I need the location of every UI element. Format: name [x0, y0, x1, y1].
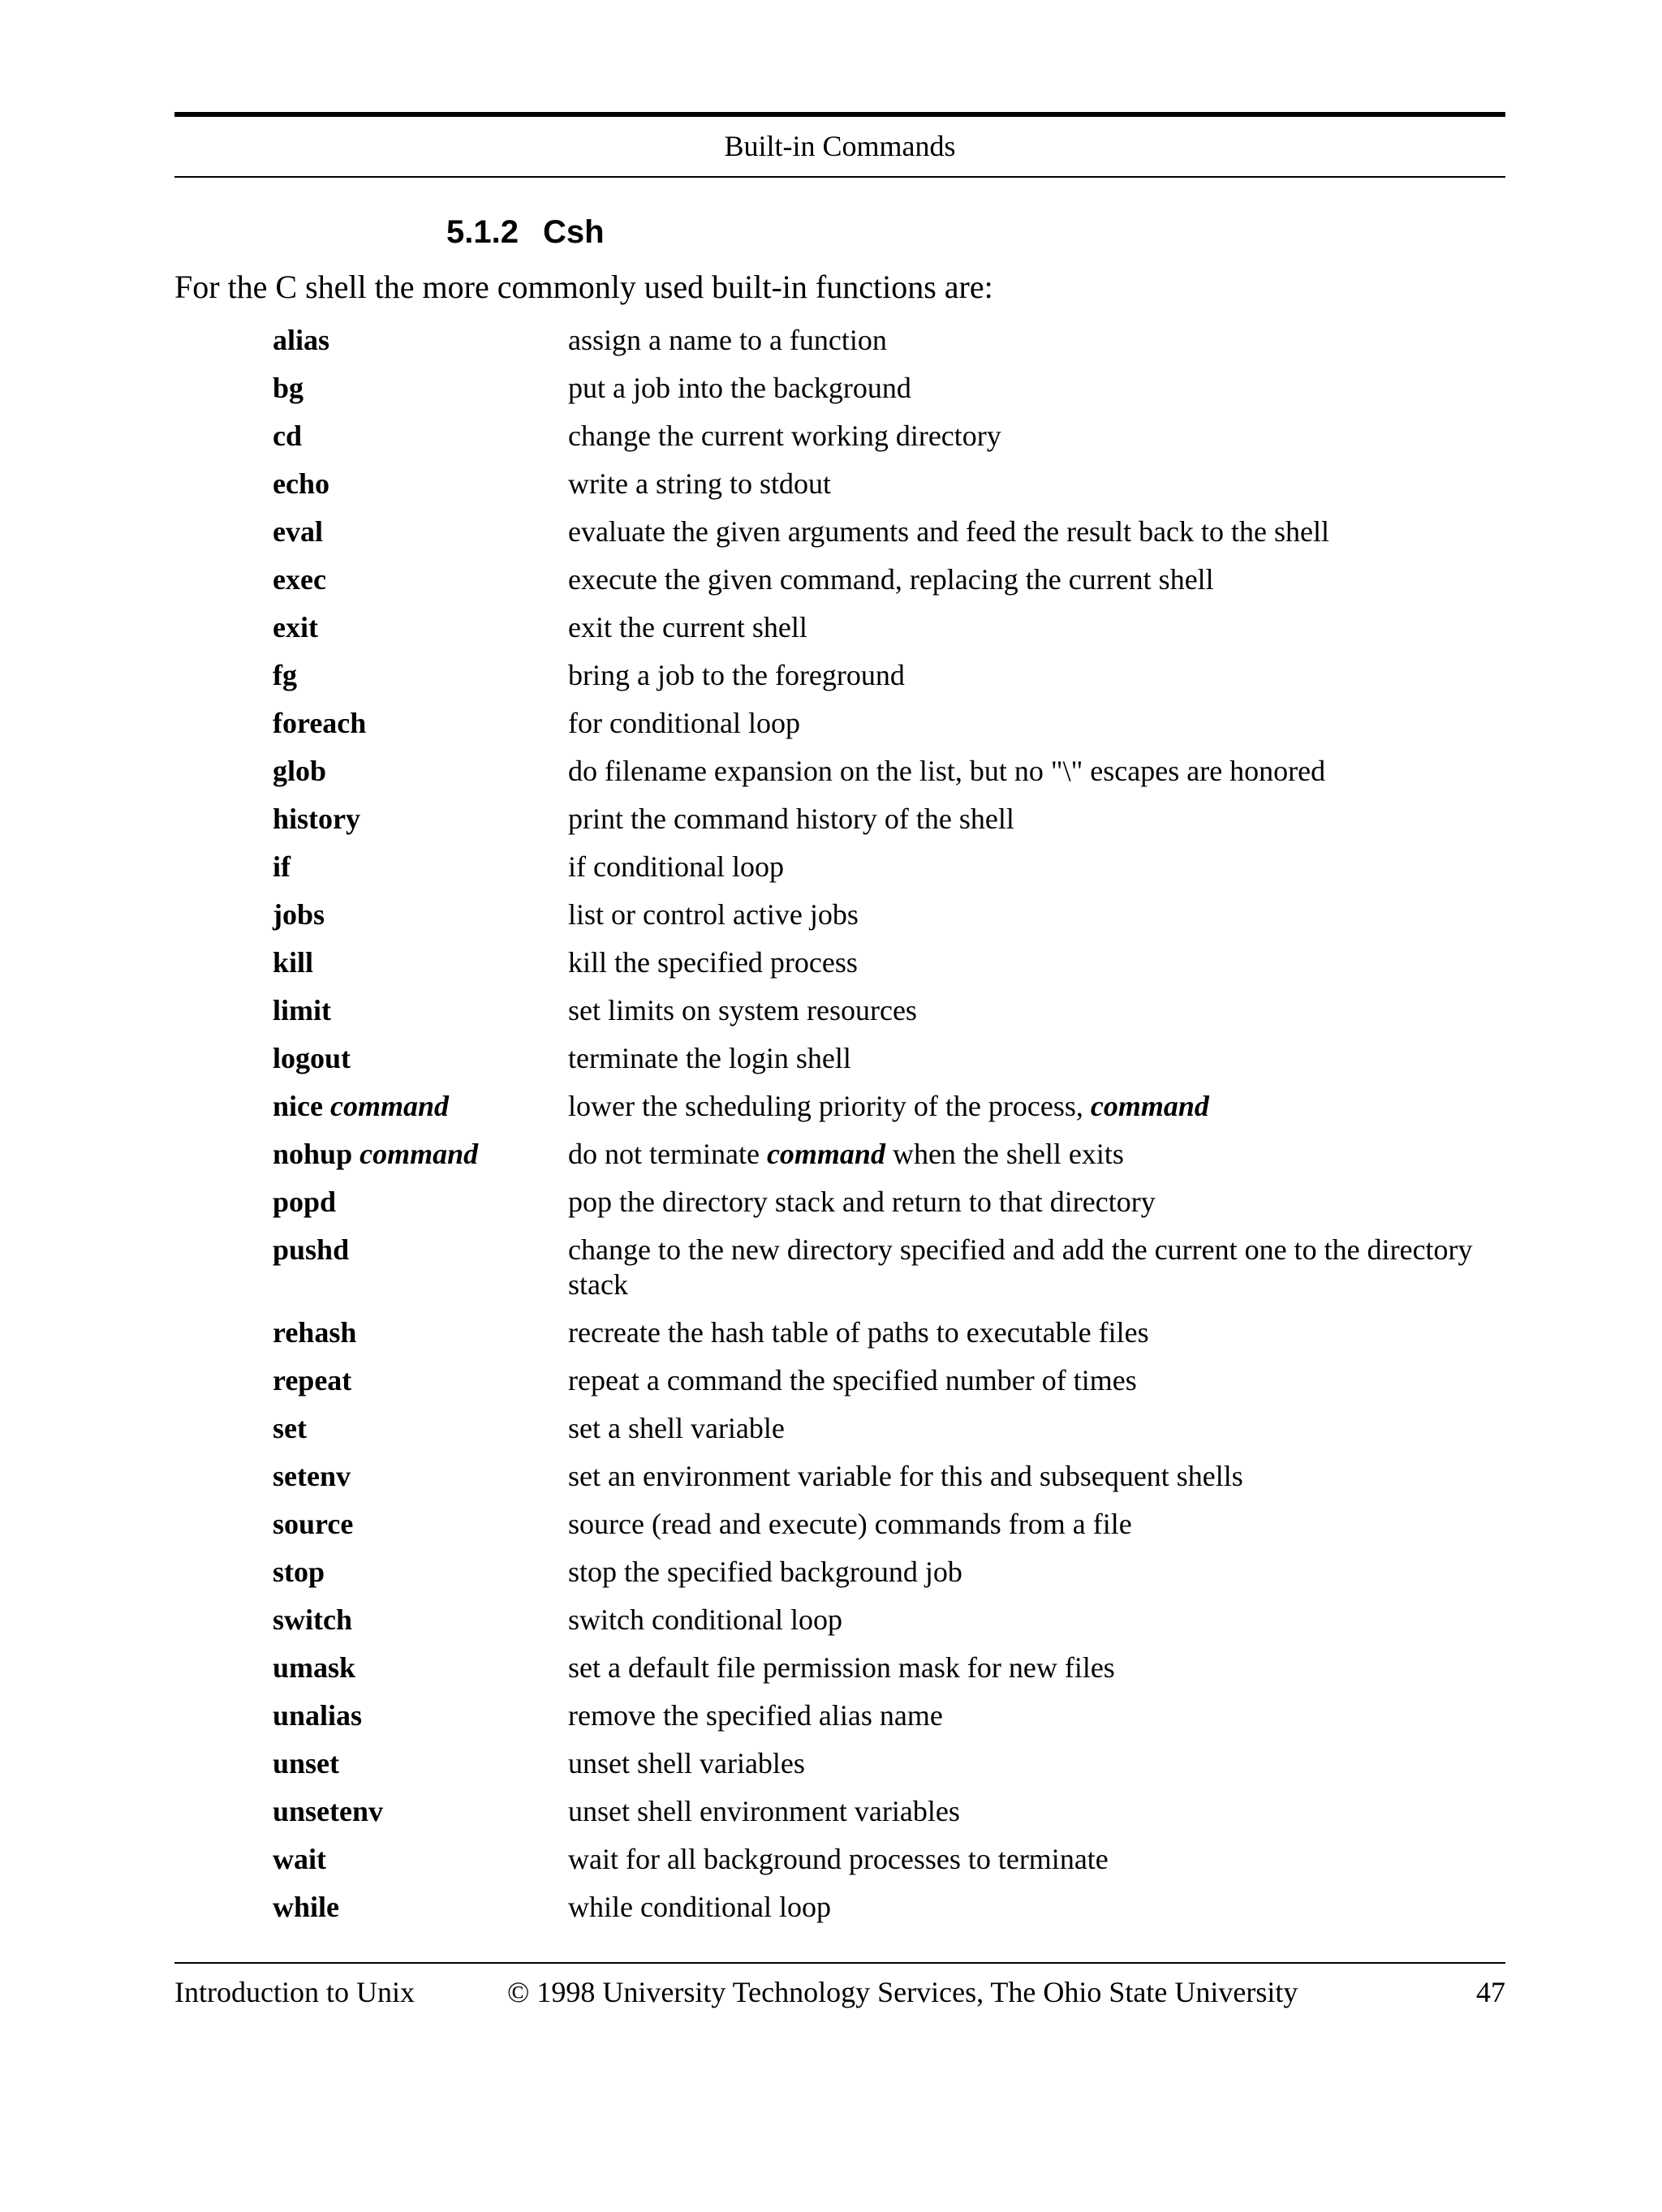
description-text: put a job into the background: [568, 372, 911, 404]
command-description: [568, 467, 1506, 501]
command-description: [568, 1794, 1506, 1829]
command-name: set: [273, 1412, 307, 1444]
command-description: [568, 1459, 1506, 1494]
command-description: [568, 1890, 1506, 1925]
description-text: kill the specified process: [568, 946, 858, 979]
command-name: switch: [273, 1603, 352, 1636]
description-text: wait for all background processes to terminate: [568, 1843, 1109, 1875]
command-name: while: [273, 1891, 340, 1923]
command-name: echo: [273, 467, 329, 500]
command-row: [273, 658, 1506, 693]
command-name: kill: [273, 946, 314, 979]
description-text: switch conditional loop: [568, 1603, 842, 1636]
command-name: exit: [273, 611, 318, 643]
command-name: foreach: [273, 707, 367, 739]
description-argument: command: [766, 1138, 885, 1170]
command-name: fg: [273, 659, 297, 691]
command-name-cell: [273, 419, 568, 454]
description-text: set a default file permission mask for new files: [568, 1651, 1115, 1684]
command-description: [568, 1746, 1506, 1781]
command-row: [273, 1233, 1506, 1302]
command-name-cell: [273, 658, 568, 693]
description-text: pop the directory stack and return to that directory: [568, 1186, 1156, 1218]
command-row: [273, 610, 1506, 645]
description-text: do filename expansion on the list, but no "\" escapes are honored: [568, 755, 1326, 787]
command-row: [273, 1315, 1506, 1350]
command-name-cell: [273, 1411, 568, 1446]
description-text: bring a job to the foreground: [568, 659, 905, 691]
command-name-cell: [273, 371, 568, 406]
command-description: [568, 1089, 1506, 1124]
command-row: [273, 323, 1506, 358]
footer-book-title: Introduction to Unix: [174, 1976, 415, 2008]
description-text: change to the new directory specified and add the current one to the directory stack: [568, 1233, 1473, 1301]
command-description: [568, 706, 1506, 741]
command-row: [273, 1603, 1506, 1637]
description-text: unset shell environment variables: [568, 1795, 960, 1827]
top-rule: [174, 112, 1505, 117]
command-name: unsetenv: [273, 1795, 384, 1827]
command-row: [273, 1650, 1506, 1685]
command-row: [273, 467, 1506, 501]
footer-rule: [174, 1962, 1505, 1964]
section-heading: [446, 213, 605, 252]
description-text: stop the specified background job: [568, 1556, 962, 1588]
description-text: set limits on system resources: [568, 994, 917, 1026]
command-description: [568, 1698, 1506, 1733]
command-description: [568, 1041, 1506, 1076]
command-name-cell: [273, 1746, 568, 1781]
command-description: [568, 1363, 1506, 1398]
description-text: terminate the login shell: [568, 1042, 851, 1074]
command-name: rehash: [273, 1316, 357, 1349]
command-row: [273, 1411, 1506, 1446]
command-row: [273, 1890, 1506, 1925]
command-name-cell: [273, 1185, 568, 1220]
command-argument: command: [360, 1138, 479, 1170]
command-name: nice: [273, 1090, 323, 1122]
command-row: [273, 802, 1506, 837]
description-text: if conditional loop: [568, 850, 784, 883]
command-name-cell: [273, 1233, 568, 1267]
command-row: [273, 1363, 1506, 1398]
command-name-cell: [273, 1794, 568, 1829]
description-text: write a string to stdout: [568, 467, 831, 500]
command-name-cell: [273, 323, 568, 358]
command-row: [273, 754, 1506, 789]
command-description: [568, 945, 1506, 980]
command-row: [273, 945, 1506, 980]
command-name: logout: [273, 1042, 351, 1074]
command-description: [568, 1650, 1506, 1685]
command-name-cell: [273, 897, 568, 932]
command-name: umask: [273, 1651, 356, 1684]
command-description: [568, 1507, 1506, 1542]
command-row: [273, 1089, 1506, 1124]
command-description: [568, 1842, 1506, 1877]
command-row: [273, 1041, 1506, 1076]
command-row: [273, 514, 1506, 549]
command-row: [273, 419, 1506, 454]
command-name-cell: [273, 1459, 568, 1494]
command-row: [273, 706, 1506, 741]
command-description: [568, 1603, 1506, 1637]
command-row: [273, 993, 1506, 1028]
command-name-cell: [273, 1842, 568, 1877]
description-text: list or control active jobs: [568, 898, 859, 931]
command-description: [568, 514, 1506, 549]
command-name: jobs: [273, 898, 325, 931]
command-name: source: [273, 1508, 354, 1540]
command-name-cell: [273, 1315, 568, 1350]
command-description: [568, 802, 1506, 837]
description-text: remove the specified alias name: [568, 1699, 943, 1732]
command-description: [568, 1411, 1506, 1446]
command-row: [273, 1507, 1506, 1542]
section-title: Csh: [542, 214, 605, 250]
command-row: [273, 850, 1506, 884]
command-name-cell: [273, 1137, 568, 1172]
command-name: cd: [273, 420, 302, 452]
command-name: glob: [273, 755, 327, 787]
command-name: history: [273, 803, 360, 835]
command-name: repeat: [273, 1364, 352, 1396]
description-text: lower the scheduling priority of the process,: [568, 1090, 1091, 1122]
command-name: eval: [273, 515, 323, 548]
description-text: source (read and execute) commands from a file: [568, 1508, 1132, 1540]
page-number: 47: [1476, 1976, 1505, 2008]
description-text: exit the current shell: [568, 611, 807, 643]
command-name-cell: [273, 1089, 568, 1124]
command-row: [273, 371, 1506, 406]
description-text: repeat a command the specified number of times: [568, 1364, 1137, 1396]
command-name-cell: [273, 1650, 568, 1685]
command-row: [273, 1185, 1506, 1220]
command-description: [568, 1137, 1506, 1172]
command-row: [273, 1746, 1506, 1781]
command-name: exec: [273, 563, 326, 596]
command-name-cell: [273, 802, 568, 837]
section-number: 5.1.2: [446, 214, 519, 250]
command-row: [273, 1794, 1506, 1829]
footer-copyright: © 1998 University Technology Services, The Ohio State University: [507, 1976, 1298, 2008]
command-name: stop: [273, 1556, 325, 1588]
running-header: Built-in Commands: [724, 130, 956, 162]
command-name: wait: [273, 1843, 326, 1875]
description-text: for conditional loop: [568, 707, 800, 739]
description-text: recreate the hash table of paths to executable files: [568, 1316, 1149, 1349]
command-row: [273, 1698, 1506, 1733]
command-name: unset: [273, 1747, 340, 1779]
command-description: [568, 1555, 1506, 1590]
command-row: [273, 1459, 1506, 1494]
description-text: unset shell variables: [568, 1747, 805, 1779]
intro-paragraph: For the C shell the more commonly used built-in functions are:: [174, 269, 993, 305]
command-name: if: [273, 850, 291, 883]
command-name-cell: [273, 610, 568, 645]
command-name-cell: [273, 706, 568, 741]
command-name: pushd: [273, 1233, 350, 1266]
command-name-cell: [273, 945, 568, 980]
command-table: [273, 323, 1506, 1938]
command-description: [568, 897, 1506, 932]
command-name: setenv: [273, 1460, 351, 1492]
description-argument: command: [1090, 1090, 1209, 1122]
description-text: set an environment variable for this and subsequent shells: [568, 1460, 1243, 1492]
command-description: [568, 1185, 1506, 1220]
command-row: [273, 897, 1506, 932]
command-description: [568, 419, 1506, 454]
description-text: assign a name to a function: [568, 324, 887, 356]
command-argument: command: [329, 1090, 449, 1122]
command-name-cell: [273, 1363, 568, 1398]
description-text: set a shell variable: [568, 1412, 785, 1444]
description-text-after: when the shell exits: [885, 1138, 1124, 1170]
command-name-cell: [273, 562, 568, 597]
command-name: limit: [273, 994, 331, 1026]
description-text: do not terminate: [568, 1138, 767, 1170]
command-name-cell: [273, 1555, 568, 1590]
command-name-cell: [273, 1698, 568, 1733]
command-name: bg: [273, 372, 304, 404]
command-name-cell: [273, 993, 568, 1028]
header-rule: [174, 176, 1505, 178]
command-name-cell: [273, 850, 568, 884]
command-name-cell: [273, 1890, 568, 1925]
description-text: while conditional loop: [568, 1891, 831, 1923]
command-row: [273, 1842, 1506, 1877]
command-description: [568, 1315, 1506, 1350]
command-name-cell: [273, 1603, 568, 1637]
command-description: [568, 562, 1506, 597]
command-row: [273, 1555, 1506, 1590]
description-text: change the current working directory: [568, 420, 1001, 452]
command-name-cell: [273, 514, 568, 549]
command-name: unalias: [273, 1699, 363, 1732]
command-description: [568, 1233, 1506, 1302]
command-description: [568, 754, 1506, 789]
command-row: [273, 1137, 1506, 1172]
command-name-cell: [273, 467, 568, 501]
command-row: [273, 562, 1506, 597]
command-name: nohup: [273, 1138, 353, 1170]
command-name-cell: [273, 1041, 568, 1076]
description-text: evaluate the given arguments and feed the result back to the shell: [568, 515, 1330, 548]
command-name-cell: [273, 754, 568, 789]
command-description: [568, 993, 1506, 1028]
command-name-cell: [273, 1507, 568, 1542]
command-name: popd: [273, 1186, 337, 1218]
command-description: [568, 323, 1506, 358]
command-description: [568, 371, 1506, 406]
description-text: print the command history of the shell: [568, 803, 1014, 835]
description-text: execute the given command, replacing the current shell: [568, 563, 1214, 596]
command-name: alias: [273, 324, 330, 356]
command-description: [568, 850, 1506, 884]
command-description: [568, 610, 1506, 645]
command-description: [568, 658, 1506, 693]
